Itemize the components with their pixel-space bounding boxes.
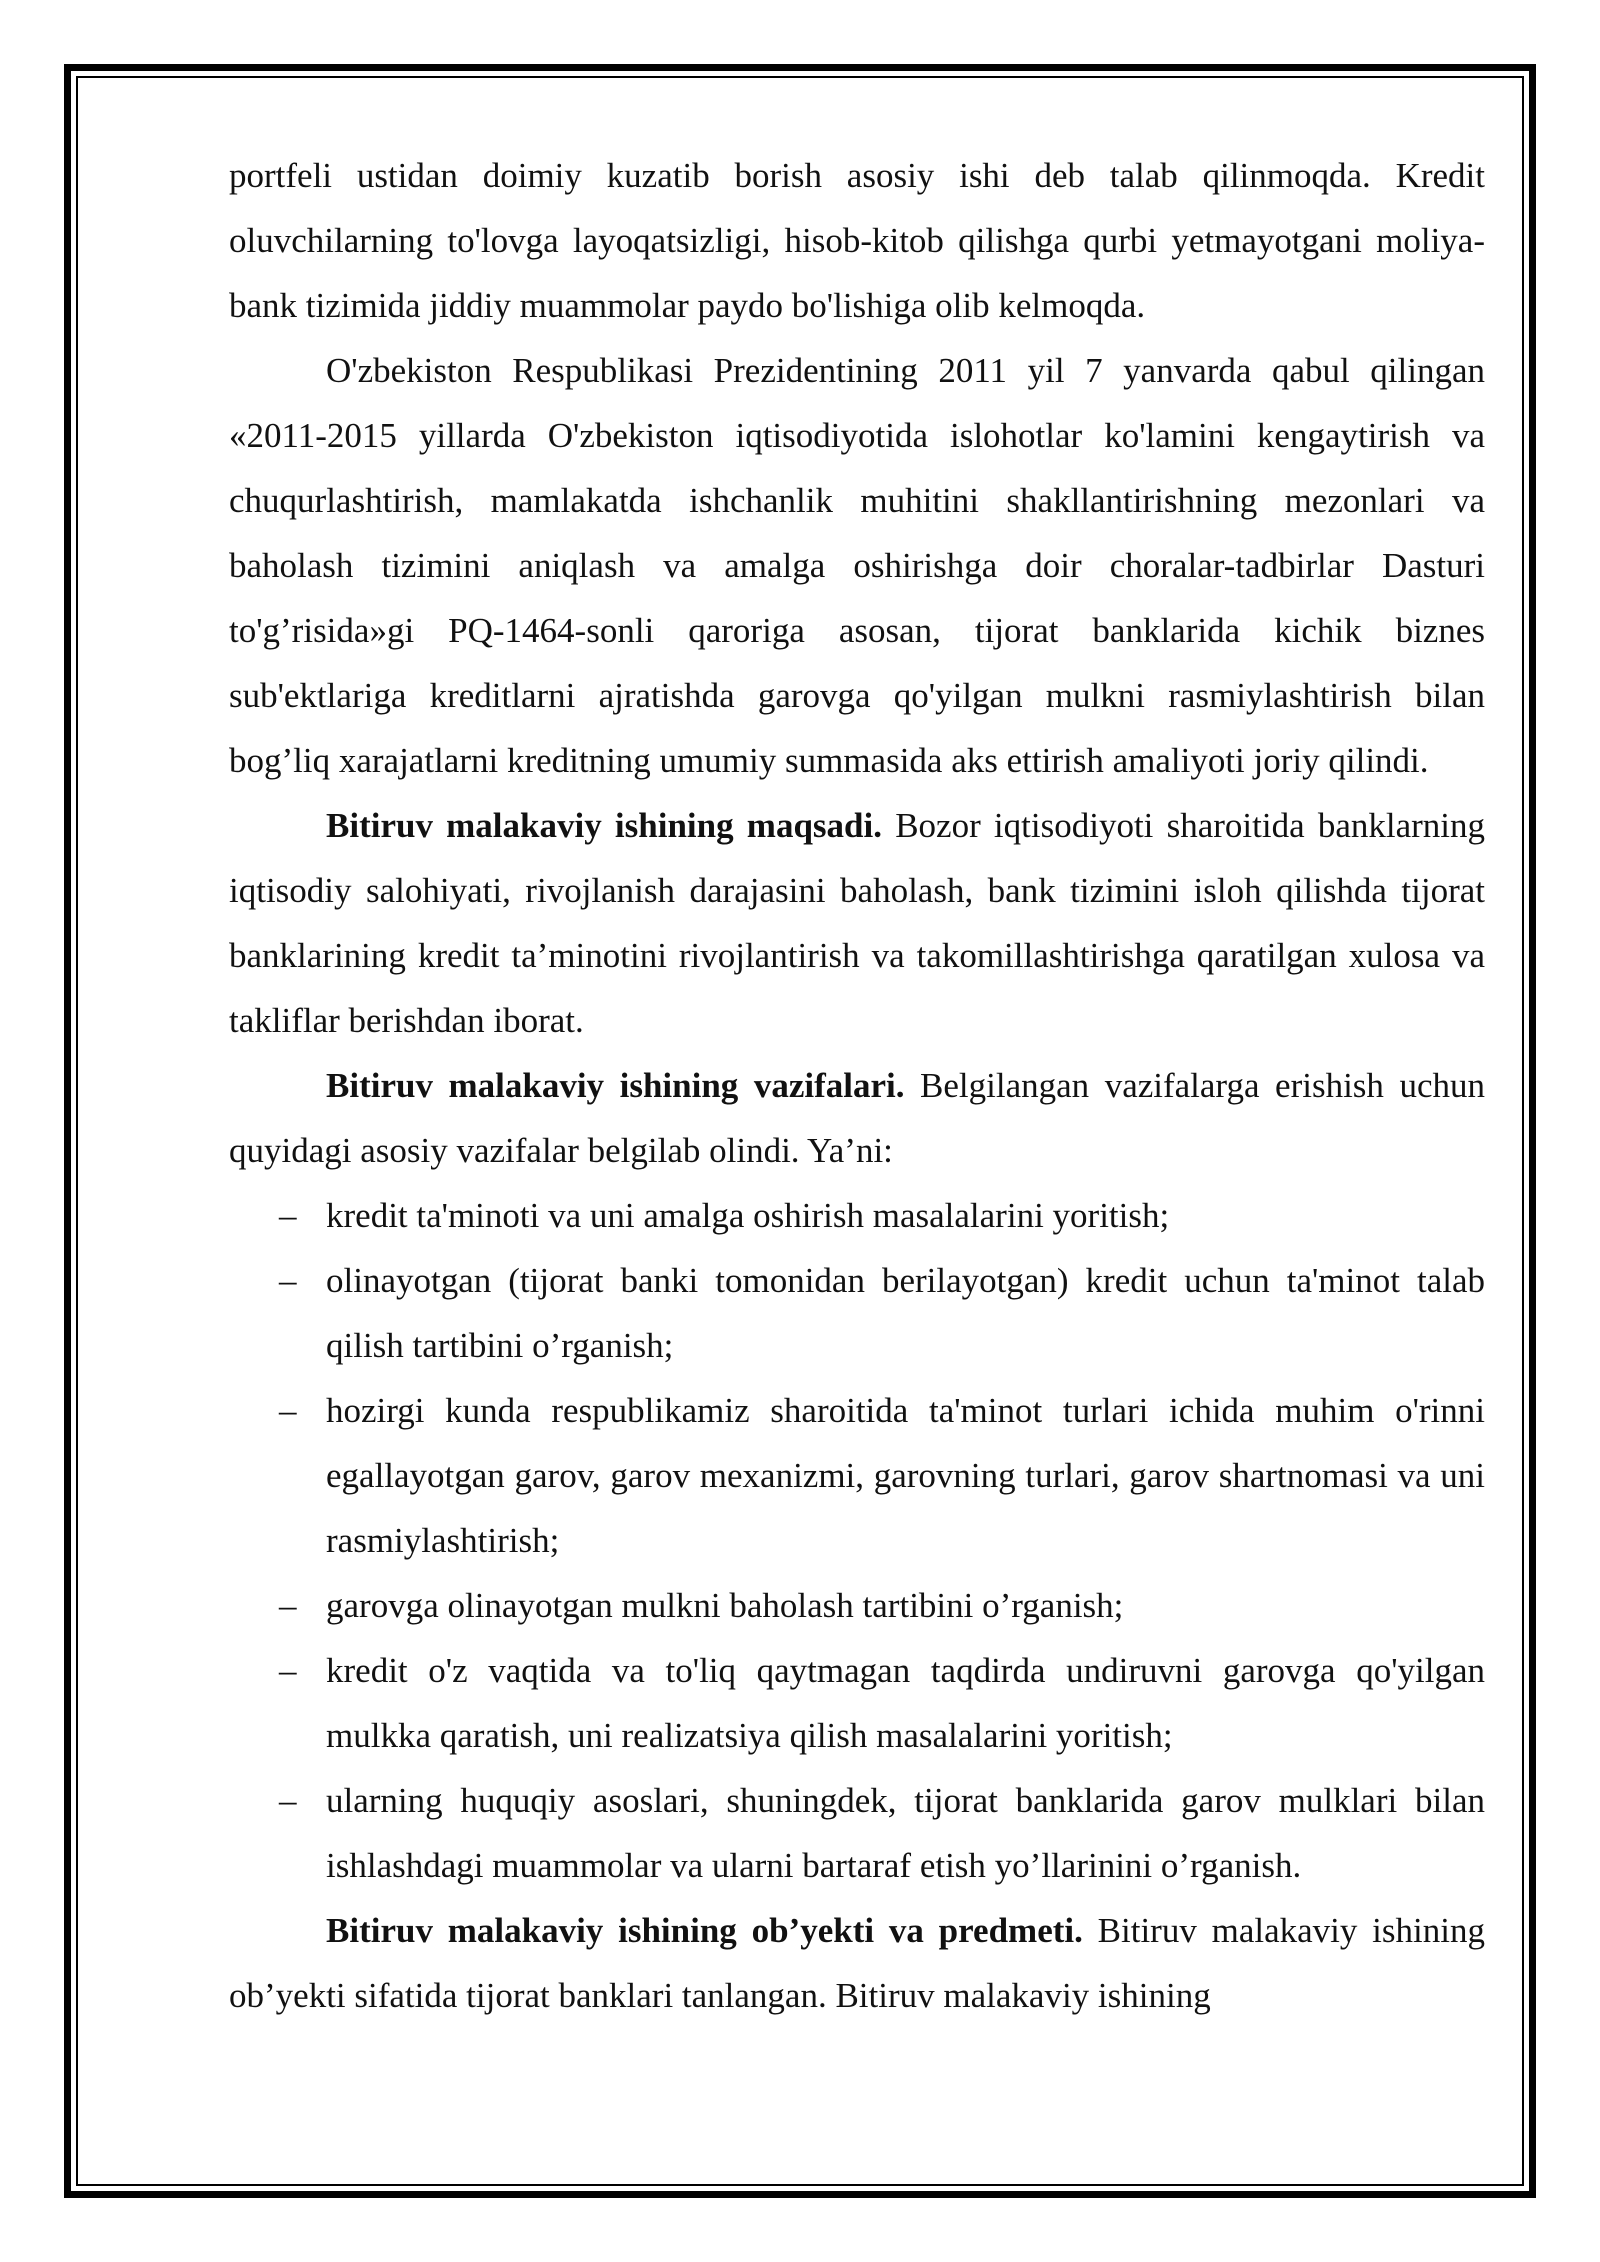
list-item-text: ularning huquqiy asoslari, shuningdek, tijorat banklarida garov mulklari bilan ishlashdagi muammolar va ularni bartaraf etish yo’llarinini o’rganish. [326, 1781, 1485, 1885]
paragraph-goal [229, 793, 1485, 1053]
goal-text: Bozor iqtisodiyoti sharoitida banklarning iqtisodiy salohiyati, rivojlanish darajasini baholash, bank tizimini isloh qilishda tijorat banklarining kredit ta’minotini rivojlantirish va takomillashtirishga qaratilgan xulosa va takliflar berishdan iborat. [229, 806, 1485, 1040]
goal-heading: Bitiruv malakaviy ishining maqsadi. [326, 806, 882, 845]
dash-marker: – [279, 1586, 297, 1625]
tasks-list [229, 1183, 1485, 1898]
dash-marker: – [279, 1196, 297, 1235]
tasks-text: Belgilangan vazifalarga erishish uchun quyidagi asosiy vazifalar belgilab olindi. Ya’ni: [229, 1066, 1485, 1170]
list-item [229, 1248, 1485, 1378]
list-item [229, 1638, 1485, 1768]
list-item [229, 1183, 1485, 1248]
dash-marker: – [279, 1781, 297, 1820]
dash-marker: – [279, 1651, 297, 1690]
paragraph-presidential-decree: O'zbekiston Respublikasi Prezidentining 2011 yil 7 yanvarda qabul qilingan «2011-2015 yillarda O'zbekiston iqtisodiyotida islohotlar ko'lamini kengaytirish va chuqurlashtirish, mamlakatda ishchanlik muhitini shakllantirishning mezonlari va baholash tizimini aniqlash va amalga oshirishga doir choralar-tadbirlar Dasturi to'g’risida»gi PQ-1464-sonli qaroriga asosan, tijorat banklarida kichik biznes sub'ektlariga kreditlarni ajratishda garovga qo'yilgan mulkni rasmiylashtirish bilan bog’liq xarajatlarni kreditning umumiy summasida aks ettirish amaliyoti joriy qilindi. [229, 351, 1485, 780]
list-item-text: hozirgi kunda respublikamiz sharoitida ta'minot turlari ichida muhim o'rinni egallayotgan garov, garov mexanizmi, garovning turlari, garov shartnomasi va uni rasmiylashtirish; [326, 1391, 1485, 1560]
paragraph-portfolio-monitoring: portfeli ustidan doimiy kuzatib borish asosiy ishi deb talab qilinmoqda. Kredit oluvchilarning to'lovga layoqatsizligi, hisob-kitob qilishga qurbi yetmayotgani moliya-bank tizimida jiddiy muammolar paydo bo'lishiga olib kelmoqda. [229, 156, 1485, 325]
object-subject-heading: Bitiruv malakaviy ishining ob’yekti va predmeti. [326, 1911, 1083, 1950]
list-item-text: garovga olinayotgan mulkni baholash tartibini o’rganish; [326, 1586, 1124, 1625]
list-item [229, 1573, 1485, 1638]
document-body [229, 143, 1485, 2028]
paragraph-tasks [229, 1053, 1485, 1183]
list-item-text: olinayotgan (tijorat banki tomonidan berilayotgan) kredit uchun ta'minot talab qilish tartibini o’rganish; [326, 1261, 1485, 1365]
object-subject-text: Bitiruv malakaviy ishining ob’yekti sifatida tijorat banklari tanlangan. Bitiruv malakaviy ishining [229, 1911, 1485, 2015]
dash-marker: – [279, 1391, 297, 1430]
tasks-heading: Bitiruv malakaviy ishining vazifalari. [326, 1066, 905, 1105]
list-item [229, 1768, 1485, 1898]
list-item-text: kredit o'z vaqtida va to'liq qaytmagan taqdirda undiruvni garovga qo'yilgan mulkka qaratish, uni realizatsiya qilish masalalarini yoritish; [326, 1651, 1485, 1755]
list-item [229, 1378, 1485, 1573]
dash-marker: – [279, 1261, 297, 1300]
paragraph-object-subject [229, 1898, 1485, 2028]
list-item-text: kredit ta'minoti va uni amalga oshirish masalalarini yoritish; [326, 1196, 1170, 1235]
